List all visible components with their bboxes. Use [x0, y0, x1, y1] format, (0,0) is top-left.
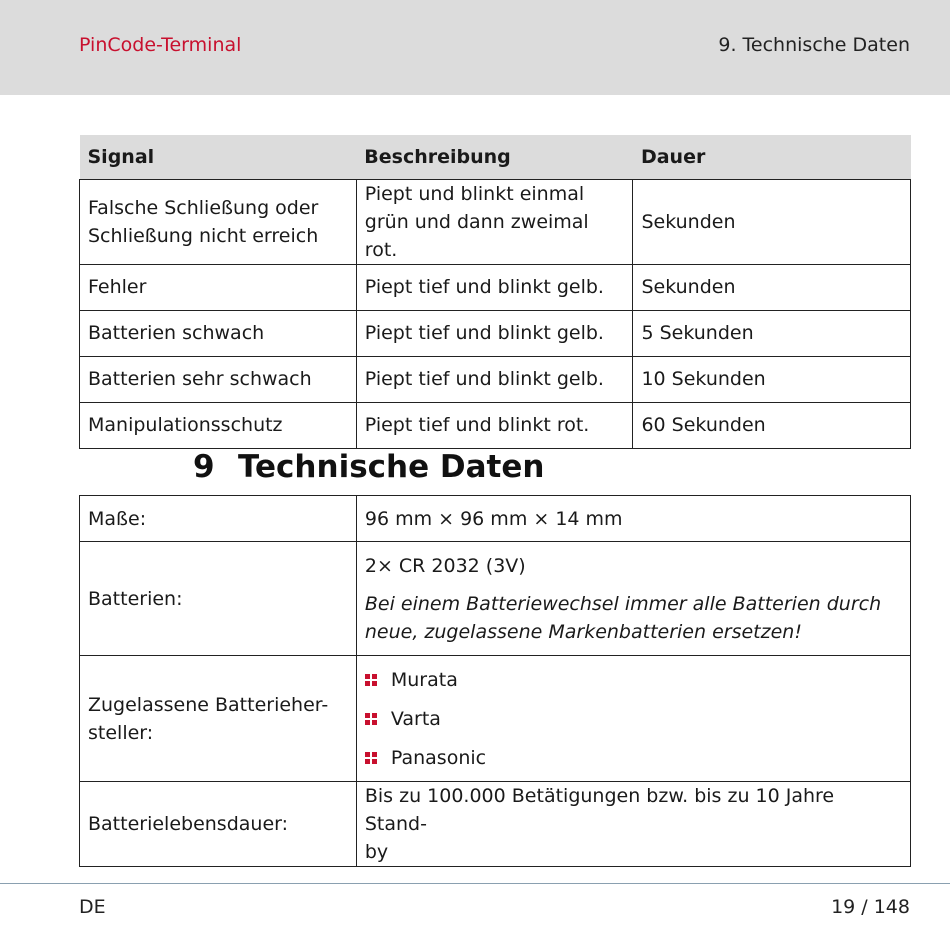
lifetime-text: Bis zu 100.000 Betätigungen bzw. bis zu 10 Jahre Stand-: [364, 785, 835, 835]
duration-cell: Sekunden: [633, 264, 911, 310]
table-row: [80, 179, 911, 264]
lifetime-text: by: [364, 841, 389, 863]
description-text: Piept und blinkt einmal: [364, 182, 585, 205]
spec-value: 96 mm × 96 mm × 14 mm: [356, 496, 910, 542]
duration-cell: 10 Sekunden: [633, 356, 911, 402]
spec-label: Batterien:: [80, 542, 357, 656]
spec-label-line: Zugelassene Batterieher-: [88, 693, 329, 716]
duration-cell: Sekunden: [633, 179, 911, 264]
column-header-duration: Dauer: [633, 135, 911, 179]
manufacturer-list: [365, 660, 902, 777]
product-name: PinCode-Terminal: [79, 34, 242, 56]
spec-value: [356, 656, 910, 782]
description-cell: [356, 179, 633, 264]
square-bullet-icon: [365, 674, 377, 686]
signal-cell: [80, 179, 357, 264]
battery-note-line: neue, zugelassene Markenbatterien ersetzen!: [364, 620, 802, 643]
table-header-row: [80, 135, 911, 179]
page-number: 19 / 148: [831, 896, 910, 918]
signal-text: Falsche Schließung oder: [88, 196, 319, 219]
signal-cell: Batterien schwach: [80, 310, 357, 356]
footer-language: DE: [79, 896, 106, 918]
signal-cell: Manipulationsschutz: [80, 402, 357, 448]
table-row: [80, 496, 911, 542]
list-item: [365, 699, 902, 738]
list-item: [365, 738, 902, 777]
battery-type: 2× CR 2032 (3V): [364, 554, 526, 577]
spec-value: [356, 782, 910, 867]
table-row: [80, 264, 911, 310]
signal-cell: Fehler: [80, 264, 357, 310]
spec-value: [356, 542, 910, 656]
table-row: [80, 356, 911, 402]
signal-table: [79, 135, 911, 449]
table-row: [80, 656, 911, 782]
page-header: [0, 0, 950, 95]
table-row: [80, 782, 911, 867]
manufacturer-name: Panasonic: [390, 746, 487, 769]
square-bullet-icon: [365, 752, 377, 764]
battery-note-line: Bei einem Batteriewechsel immer alle Batterien durch: [364, 592, 882, 615]
section-title: 9. Technische Daten: [718, 34, 910, 56]
duration-cell: 5 Sekunden: [633, 310, 911, 356]
technical-data-table: [79, 495, 911, 867]
battery-note: [365, 590, 902, 646]
chapter-heading: [193, 449, 544, 485]
signal-text: Schließung nicht erreich: [88, 224, 319, 247]
table-row: [80, 310, 911, 356]
manufacturer-name: Murata: [390, 668, 458, 691]
list-item: [365, 660, 902, 699]
manufacturer-name: Varta: [390, 707, 441, 730]
duration-cell: 60 Sekunden: [633, 402, 911, 448]
description-cell: Piept tief und blinkt gelb.: [356, 264, 633, 310]
description-cell: Piept tief und blinkt gelb.: [356, 310, 633, 356]
description-cell: Piept tief und blinkt gelb.: [356, 356, 633, 402]
column-header-description: Beschreibung: [356, 135, 633, 179]
description-cell: Piept tief und blinkt rot.: [356, 402, 633, 448]
column-header-signal: Signal: [80, 135, 357, 179]
footer-divider: [0, 883, 950, 884]
square-bullet-icon: [365, 713, 377, 725]
chapter-number: 9: [193, 449, 215, 485]
table-row: [80, 402, 911, 448]
spec-label: Batterielebensdauer:: [80, 782, 357, 867]
spec-label: Maße:: [80, 496, 357, 542]
description-text: grün und dann zweimal rot.: [364, 210, 589, 261]
table-row: [80, 542, 911, 656]
signal-cell: Batterien sehr schwach: [80, 356, 357, 402]
chapter-title: Technische Daten: [238, 449, 545, 485]
spec-label-line: steller:: [88, 721, 154, 744]
spec-label: [80, 656, 357, 782]
